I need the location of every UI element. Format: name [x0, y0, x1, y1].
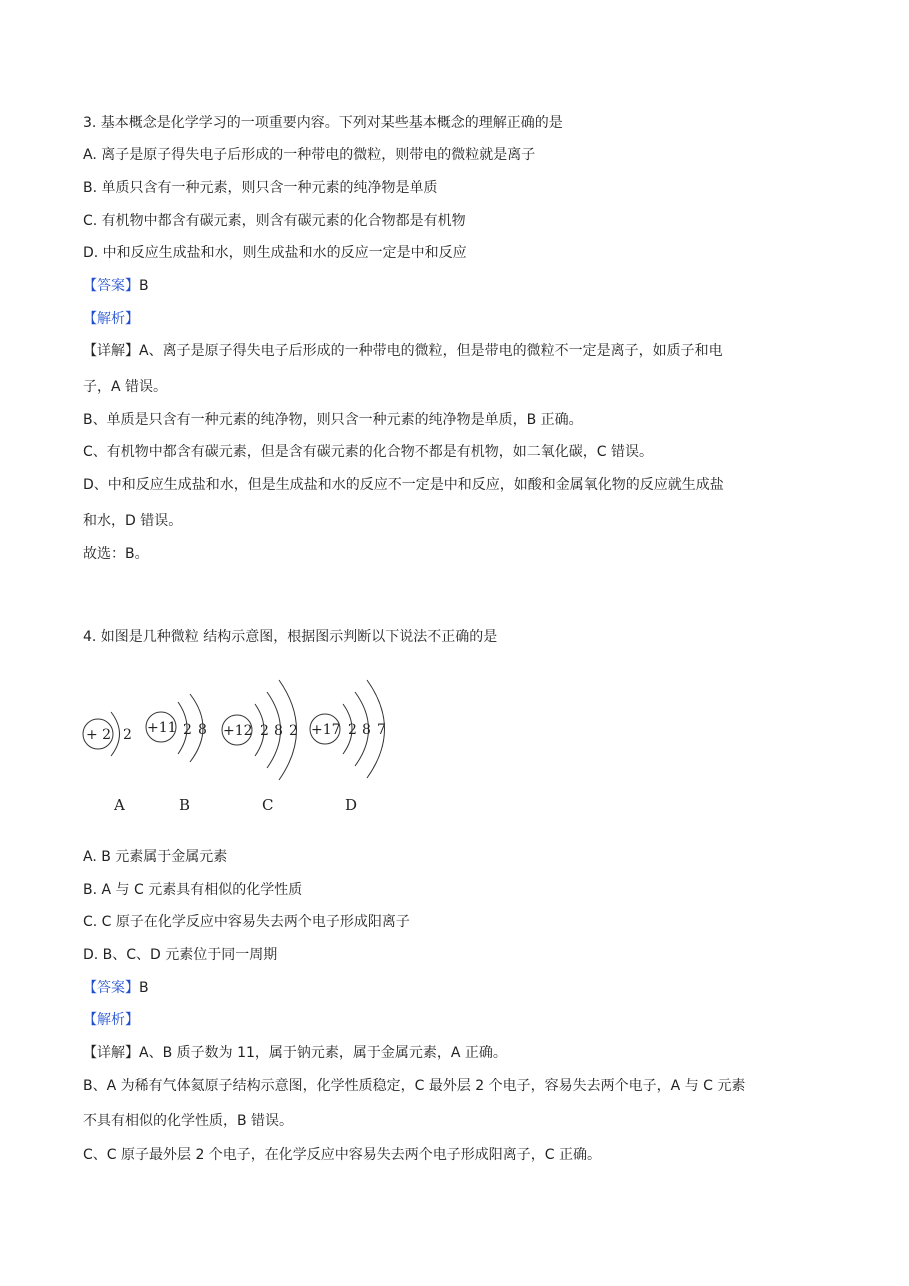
- q4-option-d: D. B、C、D 元素位于同一周期: [83, 947, 278, 963]
- atom-c-shell-label: 2: [260, 723, 269, 739]
- q3-detail-4: C、有机物中都含有碳元素，但是含有碳元素的化合物不都是有机物，如二氧化碳，C 错误。: [83, 444, 653, 460]
- q3-detail-1: 【详解】A、离子是原子得失电子后形成的一种带电的微粒，但是带电的微粒不一定是离子，如质子和电: [83, 343, 723, 359]
- atom-b-shell-label: 8: [198, 722, 207, 738]
- q3-detail-3: B、单质是只含有一种元素的纯净物，则只含一种元素的纯净物是单质，B 正确。: [83, 412, 583, 428]
- q4-detail-2: B、A 为稀有气体氦原子结构示意图，化学性质稳定，C 最外层 2 个电子，容易失去两个电子，A 与 C 元素: [83, 1078, 746, 1094]
- q4-detail-3: 不具有相似的化学性质，B 错误。: [83, 1113, 294, 1129]
- q4-detail-4: C、C 原子最外层 2 个电子，在化学反应中容易失去两个电子形成阳离子，C 正确。: [83, 1147, 602, 1163]
- atomic-structure-diagram: [78, 672, 408, 822]
- atom-d-shell-label: 2: [348, 722, 357, 738]
- q4-option-b: B. A 与 C 元素具有相似的化学性质: [83, 882, 303, 898]
- atom-b-shell-label: 2: [183, 722, 192, 738]
- atom-c-shell-label: 2: [289, 723, 298, 739]
- q3-option-d: D. 中和反应生成盐和水，则生成盐和水的反应一定是中和反应: [83, 245, 467, 261]
- atom-a-nucleus-label: + 2: [86, 727, 112, 743]
- q3-option-c: C. 有机物中都含有碳元素，则含有碳元素的化合物都是有机物: [83, 213, 466, 229]
- q3-option-b: B. 单质只含有一种元素，则只含一种元素的纯净物是单质: [83, 180, 438, 196]
- q3-answer-value: B: [139, 278, 149, 294]
- q4-option-c: C. C 原子在化学反应中容易失去两个电子形成阳离子: [83, 914, 410, 930]
- q4-option-a: A. B 元素属于金属元素: [83, 849, 228, 865]
- q4-answer-tag: 【答案】: [83, 980, 139, 996]
- q4-answer: [83, 978, 149, 998]
- q3-detail-5: D、中和反应生成盐和水，但是生成盐和水的反应不一定是中和反应，如酸和金属氧化物的反应就生成盐: [83, 477, 724, 493]
- atom-d-shell-label: 7: [377, 722, 386, 738]
- atom-c-shell-label: 8: [274, 723, 283, 739]
- atom-d-shell-label: 8: [362, 722, 371, 738]
- atom-b-nucleus-label: +11: [147, 720, 177, 736]
- atom-d-label: D: [345, 796, 358, 814]
- atom-c-nucleus-label: +12: [223, 723, 253, 739]
- q3-stem: 3. 基本概念是化学学习的一项重要内容。下列对某些基本概念的理解正确的是: [83, 115, 563, 131]
- q4-answer-value: B: [139, 980, 149, 996]
- atom-a-label: A: [114, 796, 125, 814]
- q3-detail-6: 和水，D 错误。: [83, 513, 183, 529]
- atom-a-shell: [111, 712, 120, 756]
- q3-answer-tag: 【答案】: [83, 278, 139, 294]
- atom-d-nucleus-label: +17: [311, 722, 341, 738]
- q3-option-a: A. 离子是原子得失电子后形成的一种带电的微粒，则带电的微粒就是离子: [83, 147, 536, 163]
- q4-analysis-tag: 【解析】: [83, 1012, 139, 1028]
- atom-b-label: B: [179, 796, 191, 814]
- q3-analysis-tag: 【解析】: [83, 311, 139, 327]
- q3-detail-2: 子，A 错误。: [83, 379, 168, 395]
- q3-detail-7: 故选：B。: [83, 546, 149, 562]
- q4-stem: 4. 如图是几种微粒 结构示意图，根据图示判断以下说法不正确的是: [83, 629, 498, 645]
- q3-answer: [83, 276, 149, 296]
- atom-c-label: C: [262, 796, 274, 814]
- q4-detail-1: 【详解】A、B 质子数为 11，属于钠元素，属于金属元素，A 正确。: [83, 1045, 507, 1061]
- atom-a-shell-label: 2: [123, 727, 132, 743]
